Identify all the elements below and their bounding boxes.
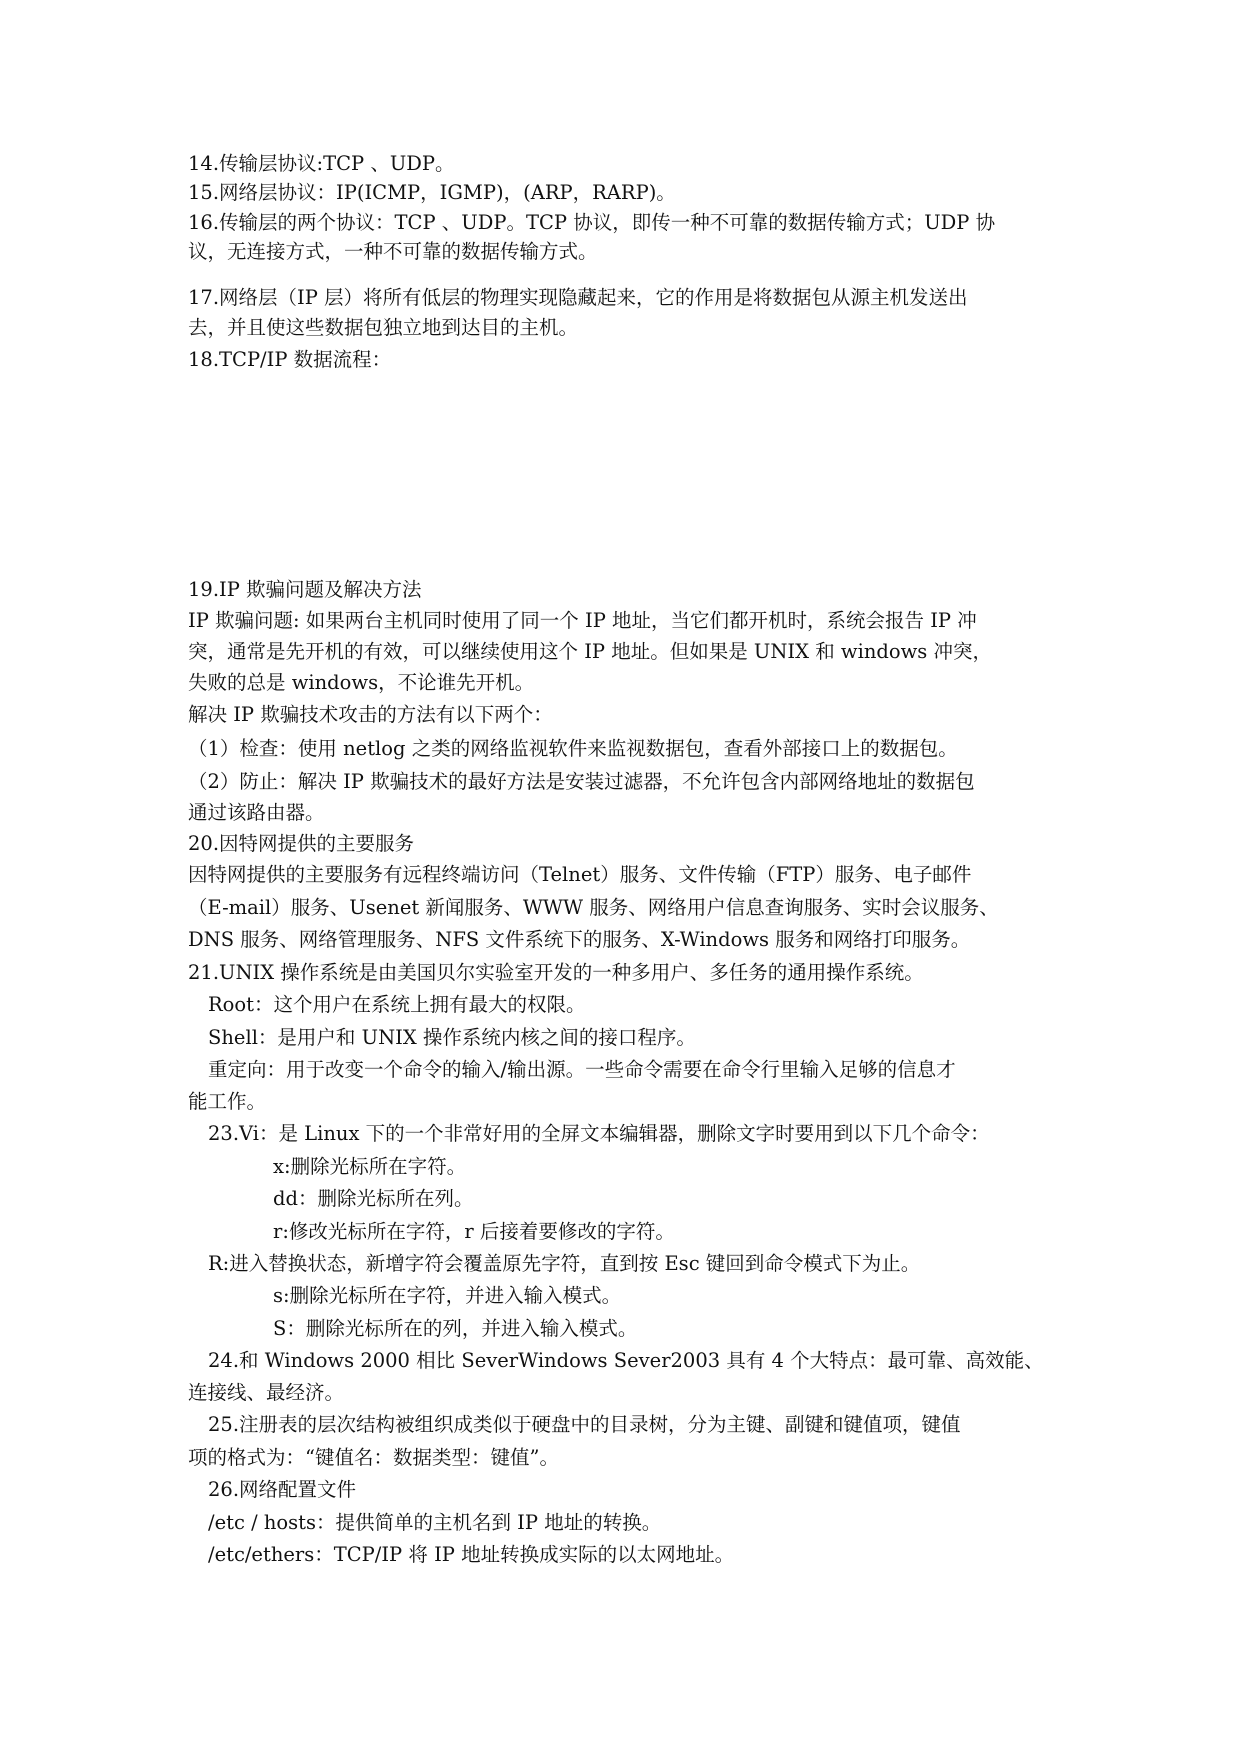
text-line: dd：删除光标所在列。 (273, 1187, 474, 1210)
text-line: 17.网络层（IP 层）将所有低层的物理实现隐藏起来，它的作用是将数据包从源主机发送出 (188, 286, 968, 309)
text-line: /etc / hosts：提供简单的主机名到 IP 地址的转换。 (208, 1511, 662, 1534)
text-line: 26.网络配置文件 (208, 1478, 357, 1501)
text-line: 连接线、最经济。 (188, 1381, 345, 1404)
text-line: 去，并且使这些数据包独立地到达目的主机。 (188, 316, 579, 339)
text-line: 23.Vi：是 Linux 下的一个非常好用的全屏文本编辑器，删除文字时要用到以下几个命令： (208, 1122, 990, 1145)
text-line: Root：这个用户在系统上拥有最大的权限。 (208, 993, 586, 1016)
text-line: （E-mail）服务、Usenet 新闻服务、WWW 服务、网络用户信息查询服务、实时会议服务、 (188, 896, 999, 919)
text-line: x:删除光标所在字符。 (273, 1155, 467, 1178)
text-line: 14.传输层协议:TCP 、UDP。 (188, 152, 455, 175)
text-line: 突，通常是先开机的有效，可以继续使用这个 IP 地址。但如果是 UNIX 和 windows 冲突， (188, 640, 993, 663)
text-line: 15.网络层协议：IP(ICMP，IGMP)，(ARP，RARP)。 (188, 181, 676, 204)
text-line: r:修改光标所在字符，r 后接着要修改的字符。 (273, 1220, 675, 1243)
text-line: 20.因特网提供的主要服务 (188, 832, 415, 855)
text-line: （2）防止：解决 IP 欺骗技术的最好方法是安装过滤器，不允许包含内部网络地址的数据包 (188, 770, 975, 793)
text-line: 18.TCP/IP 数据流程： (188, 348, 392, 371)
text-line: 24.和 Windows 2000 相比 SeverWindows Sever2003 具有 4 个大特点：最可靠、高效能、 (208, 1349, 1044, 1372)
text-line: 16.传输层的两个协议：TCP 、UDP。TCP 协议，即传一种不可靠的数据传输方式；UDP 协 (188, 211, 996, 234)
text-line: IP 欺骗问题: 如果两台主机同时使用了同一个 IP 地址，当它们都开机时，系统会报告 IP 冲 (188, 609, 977, 632)
text-line: 项的格式为：“键值名：数据类型：键值”。 (188, 1446, 559, 1469)
text-line: 19.IP 欺骗问题及解决方法 (188, 578, 422, 601)
text-line: 解决 IP 欺骗技术攻击的方法有以下两个： (188, 703, 553, 726)
text-line: 议，无连接方式，一种不可靠的数据传输方式。 (188, 240, 598, 263)
text-line: 通过该路由器。 (188, 801, 325, 824)
text-line: 能工作。 (188, 1090, 267, 1113)
text-line: R:进入替换状态，新增字符会覆盖原先字符，直到按 Esc 键回到命令模式下为止。 (208, 1252, 921, 1275)
text-line: S：删除光标所在的列，并进入输入模式。 (273, 1317, 638, 1340)
text-line: 因特网提供的主要服务有远程终端访问（Telnet）服务、文件传输（FTP）服务、电子邮件 (188, 863, 972, 886)
text-line: 25.注册表的层次结构被组织成类似于硬盘中的目录树，分为主键、副键和键值项，键值 (208, 1413, 961, 1436)
text-line: /etc/ethers：TCP/IP 将 IP 地址转换成实际的以太网地址。 (208, 1543, 735, 1566)
text-line: 21.UNIX 操作系统是由美国贝尔实验室开发的一种多用户、多任务的通用操作系统。 (188, 961, 924, 984)
text-line: 失败的总是 windows，不论谁先开机。 (188, 671, 535, 694)
text-line: 重定向：用于改变一个命令的输入/输出源。一些命令需要在命令行里输入足够的信息才 (208, 1058, 956, 1081)
text-line: Shell：是用户和 UNIX 操作系统内核之间的接口程序。 (208, 1026, 696, 1049)
text-line: s:删除光标所在字符，并进入输入模式。 (273, 1284, 622, 1307)
text-line: DNS 服务、网络管理服务、NFS 文件系统下的服务、X-Windows 服务和网络打印服务。 (188, 928, 971, 951)
text-line: （1）检查：使用 netlog 之类的网络监视软件来监视数据包，查看外部接口上的数据包。 (188, 737, 958, 760)
